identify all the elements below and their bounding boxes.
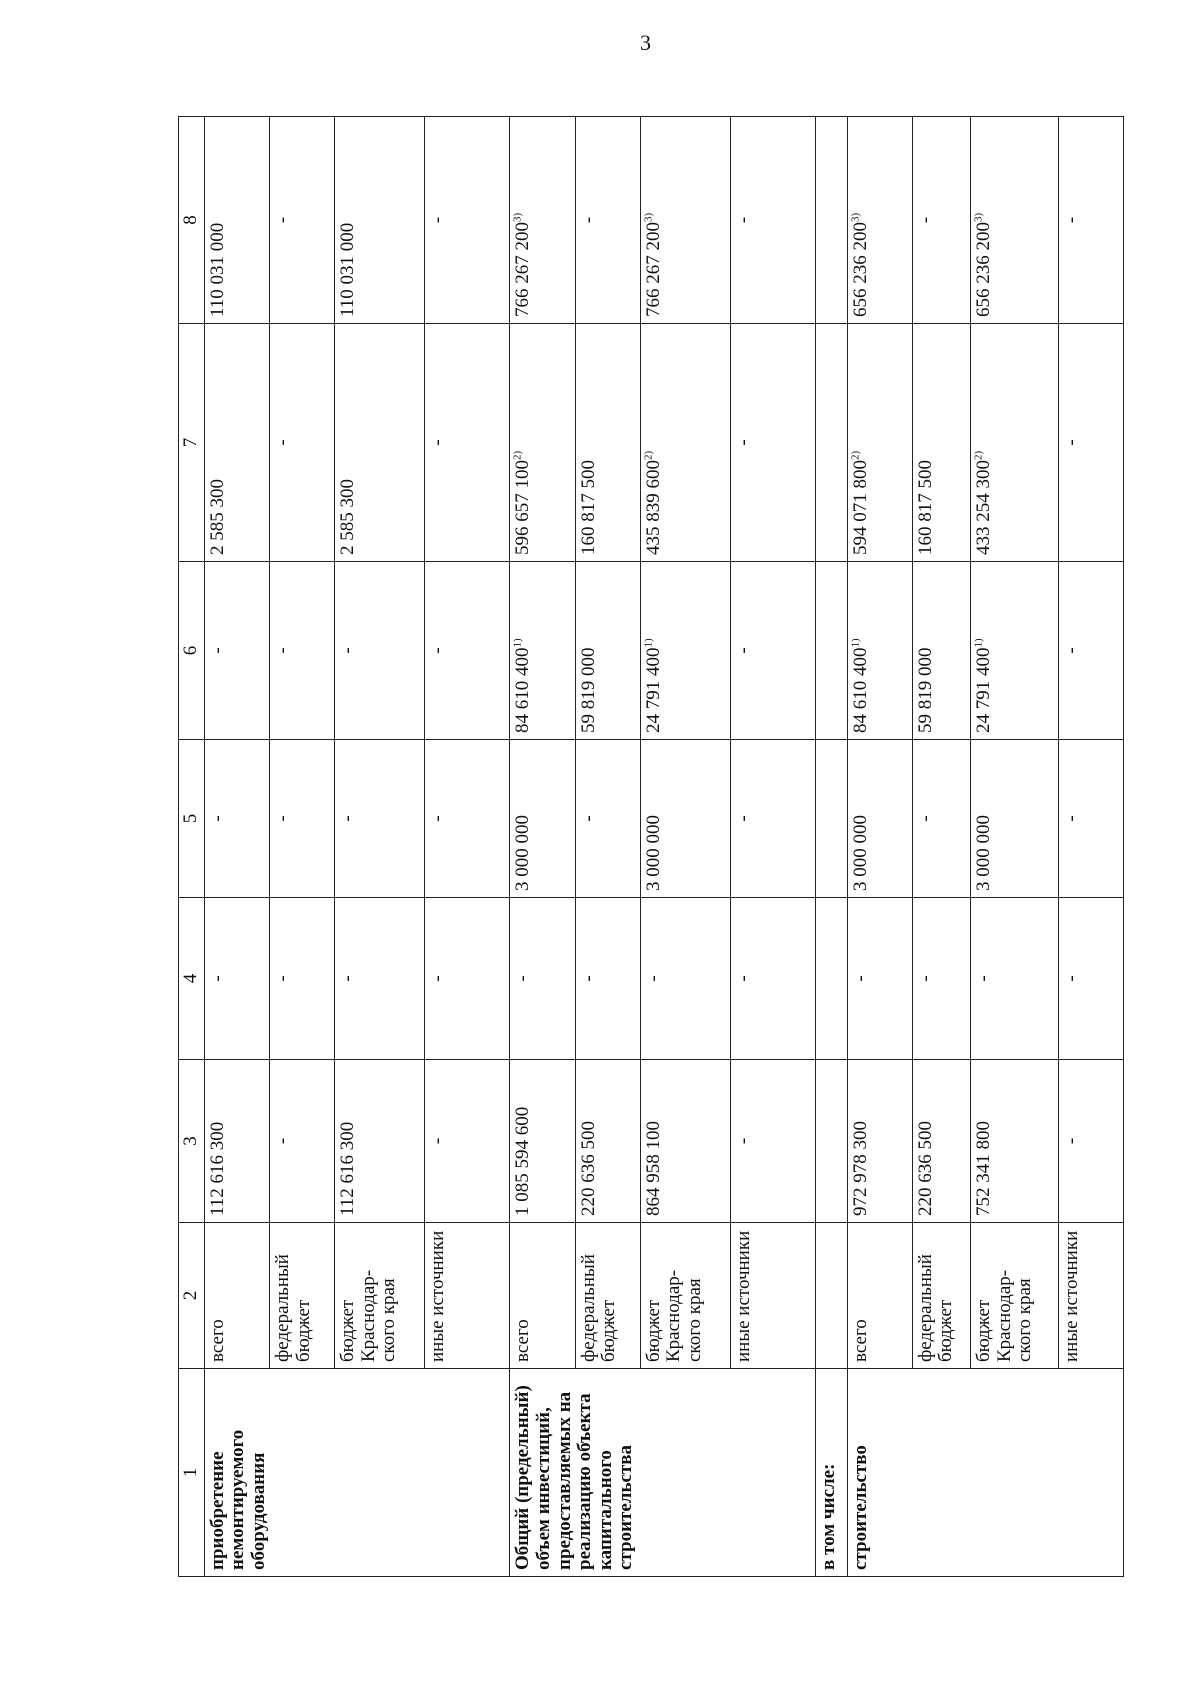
- table-cell: -: [575, 898, 640, 1060]
- table-cell: 864 958 100: [640, 1060, 730, 1223]
- footnote-mark: 2): [512, 450, 525, 460]
- table-cell: -: [510, 898, 575, 1060]
- source-label: всего: [847, 1223, 912, 1369]
- source-label: [971, 1223, 1059, 1369]
- cell-value: 84 610 400: [849, 647, 871, 733]
- table-cell: -: [730, 1060, 815, 1223]
- table-row: [1058, 117, 1123, 1577]
- table-cell: 160 817 500: [575, 324, 640, 562]
- source-label-line: ского края: [378, 1278, 400, 1362]
- table-cell: 3 000 000: [640, 740, 730, 898]
- table-cell: 3 000 000: [510, 740, 575, 898]
- column-header: 7: [179, 324, 205, 562]
- table-cell: [510, 562, 575, 740]
- table-cell: [971, 117, 1059, 324]
- cell-value: 24 791 400: [973, 647, 995, 733]
- source-label: [335, 1223, 425, 1369]
- table-cell: -: [270, 117, 335, 324]
- table-cell: [847, 324, 912, 562]
- table-cell: 59 819 000: [912, 562, 970, 740]
- table-row: [510, 117, 575, 1577]
- table-cell: -: [1058, 1060, 1123, 1223]
- source-label-line: Краснодар-: [993, 1269, 1015, 1362]
- table-cell: [971, 324, 1059, 562]
- column-header: 5: [179, 740, 205, 898]
- table-cell: 112 616 300: [335, 1060, 425, 1223]
- section-title-including: в том числе:: [816, 1369, 847, 1577]
- table-cell: [640, 562, 730, 740]
- section-title-total-investment: Общий (предельный) объем инвестиций, предоставляемых на реализацию объекта капитального строительства: [510, 1369, 816, 1577]
- table-cell: [510, 324, 575, 562]
- footnote-mark: 3): [972, 212, 985, 222]
- table-cell: 3 000 000: [971, 740, 1059, 898]
- table-cell: -: [204, 740, 269, 898]
- table-cell: -: [425, 117, 510, 324]
- table-cell: -: [1058, 562, 1123, 740]
- table-cell: 2 585 300: [204, 324, 269, 562]
- footnote-mark: 3): [849, 212, 862, 222]
- table-cell: -: [335, 562, 425, 740]
- table-cell: 972 978 300: [847, 1060, 912, 1223]
- table-cell: [847, 562, 912, 740]
- table-cell: -: [730, 562, 815, 740]
- table-cell: 220 636 500: [575, 1060, 640, 1223]
- table-cell: 110 031 000: [335, 117, 425, 324]
- footnote-mark: 1): [849, 638, 862, 648]
- source-label-line: бюджет: [337, 1299, 359, 1362]
- table-cell: 3 000 000: [847, 740, 912, 898]
- table-cell: 160 817 500: [912, 324, 970, 562]
- header-row: [179, 117, 205, 1577]
- footnote-mark: 2): [849, 450, 862, 460]
- column-header: 4: [179, 898, 205, 1060]
- table-cell: [640, 324, 730, 562]
- table-cell: 1 085 594 600: [510, 1060, 575, 1223]
- table-row: [847, 117, 912, 1577]
- cell-value: 656 236 200: [849, 222, 871, 317]
- cell-value: 433 254 300: [973, 460, 995, 555]
- footnote-mark: 1): [972, 638, 985, 648]
- table-cell: [971, 562, 1059, 740]
- source-label: иные источники: [730, 1223, 815, 1369]
- column-header: 8: [179, 117, 205, 324]
- table-cell: [640, 117, 730, 324]
- cell-value: 84 610 400: [512, 647, 534, 733]
- source-label: федеральный бюджет: [912, 1223, 970, 1369]
- table-cell: -: [425, 740, 510, 898]
- table-cell: -: [204, 562, 269, 740]
- source-label: федеральный бюджет: [270, 1223, 335, 1369]
- source-label-line: ского края: [1014, 1278, 1036, 1362]
- table-cell: 112 616 300: [204, 1060, 269, 1223]
- table-cell: -: [425, 562, 510, 740]
- section-title-equipment: приобретение немонтируемого оборудования: [204, 1369, 510, 1577]
- table-cell: -: [971, 898, 1059, 1060]
- table-cell: [816, 898, 847, 1060]
- table-cell: -: [730, 324, 815, 562]
- source-label-line: Краснодар-: [357, 1269, 379, 1362]
- table-cell: -: [270, 898, 335, 1060]
- rotated-table-container: [178, 117, 1124, 1577]
- source-label: всего: [204, 1223, 269, 1369]
- table-cell: -: [575, 117, 640, 324]
- column-header: 1: [179, 1369, 205, 1577]
- cell-value: 656 236 200: [973, 222, 995, 317]
- table-row: [640, 117, 730, 1577]
- cell-value: 24 791 400: [642, 647, 664, 733]
- table-cell: -: [270, 1060, 335, 1223]
- source-label: федеральный бюджет: [575, 1223, 640, 1369]
- table-cell: -: [1058, 324, 1123, 562]
- table-cell: -: [335, 740, 425, 898]
- table-cell: -: [204, 898, 269, 1060]
- source-label: всего: [510, 1223, 575, 1369]
- table-cell: 110 031 000: [204, 117, 269, 324]
- table-cell: -: [575, 740, 640, 898]
- table-cell: -: [270, 324, 335, 562]
- cell-value: 594 071 800: [849, 460, 871, 555]
- table-cell: [847, 117, 912, 324]
- table-cell: [816, 1060, 847, 1223]
- table-cell: -: [270, 562, 335, 740]
- table-cell: 59 819 000: [575, 562, 640, 740]
- table-cell: -: [270, 740, 335, 898]
- column-header: 6: [179, 562, 205, 740]
- table-row: [730, 117, 815, 1577]
- investment-table: [178, 116, 1124, 1577]
- source-label-line: бюджет: [642, 1299, 664, 1362]
- table-cell: [816, 562, 847, 740]
- table-cell: -: [425, 324, 510, 562]
- table-cell: -: [1058, 740, 1123, 898]
- table-cell: 2 585 300: [335, 324, 425, 562]
- table-row: [575, 117, 640, 1577]
- table-cell: 220 636 500: [912, 1060, 970, 1223]
- table-cell: 752 341 800: [971, 1060, 1059, 1223]
- table-cell: [816, 324, 847, 562]
- table-cell: -: [1058, 117, 1123, 324]
- table-cell: -: [847, 898, 912, 1060]
- table-cell: -: [912, 117, 970, 324]
- footnote-mark: 1): [642, 638, 655, 648]
- table-row: [971, 117, 1059, 1577]
- table-row: [425, 117, 510, 1577]
- table-cell: [510, 117, 575, 324]
- table-row: [335, 117, 425, 1577]
- section-title-construction: строительство: [847, 1369, 1123, 1577]
- source-label: иные источники: [1058, 1223, 1123, 1369]
- table-cell: -: [1058, 898, 1123, 1060]
- footnote-mark: 1): [512, 638, 525, 648]
- table-cell: [816, 740, 847, 898]
- source-label: иные источники: [425, 1223, 510, 1369]
- cell-value: 766 267 200: [512, 222, 534, 317]
- cell-value: 596 657 100: [512, 460, 534, 555]
- table-cell: -: [912, 898, 970, 1060]
- table-cell: -: [425, 898, 510, 1060]
- source-label-line: бюджет: [973, 1299, 995, 1362]
- table-cell: -: [425, 1060, 510, 1223]
- table-cell: -: [640, 898, 730, 1060]
- table-row: [204, 117, 269, 1577]
- source-label-line: ского края: [683, 1278, 705, 1362]
- table-row: [816, 117, 847, 1577]
- table-row: [912, 117, 970, 1577]
- table-cell: [816, 1223, 847, 1369]
- table-cell: -: [730, 898, 815, 1060]
- column-header: 3: [179, 1060, 205, 1223]
- cell-value: 435 839 600: [642, 460, 664, 555]
- source-label-line: Краснодар-: [663, 1269, 685, 1362]
- footnote-mark: 2): [642, 450, 655, 460]
- table-cell: -: [912, 740, 970, 898]
- footnote-mark: 2): [972, 450, 985, 460]
- table-cell: -: [730, 117, 815, 324]
- source-label: [640, 1223, 730, 1369]
- cell-value: 766 267 200: [642, 222, 664, 317]
- table-cell: -: [335, 898, 425, 1060]
- footnote-mark: 3): [642, 212, 655, 222]
- column-header: 2: [179, 1223, 205, 1369]
- footnote-mark: 3): [512, 212, 525, 222]
- page-number: 3: [640, 30, 651, 55]
- table-cell: -: [730, 740, 815, 898]
- table-row: [270, 117, 335, 1577]
- table-cell: [816, 117, 847, 324]
